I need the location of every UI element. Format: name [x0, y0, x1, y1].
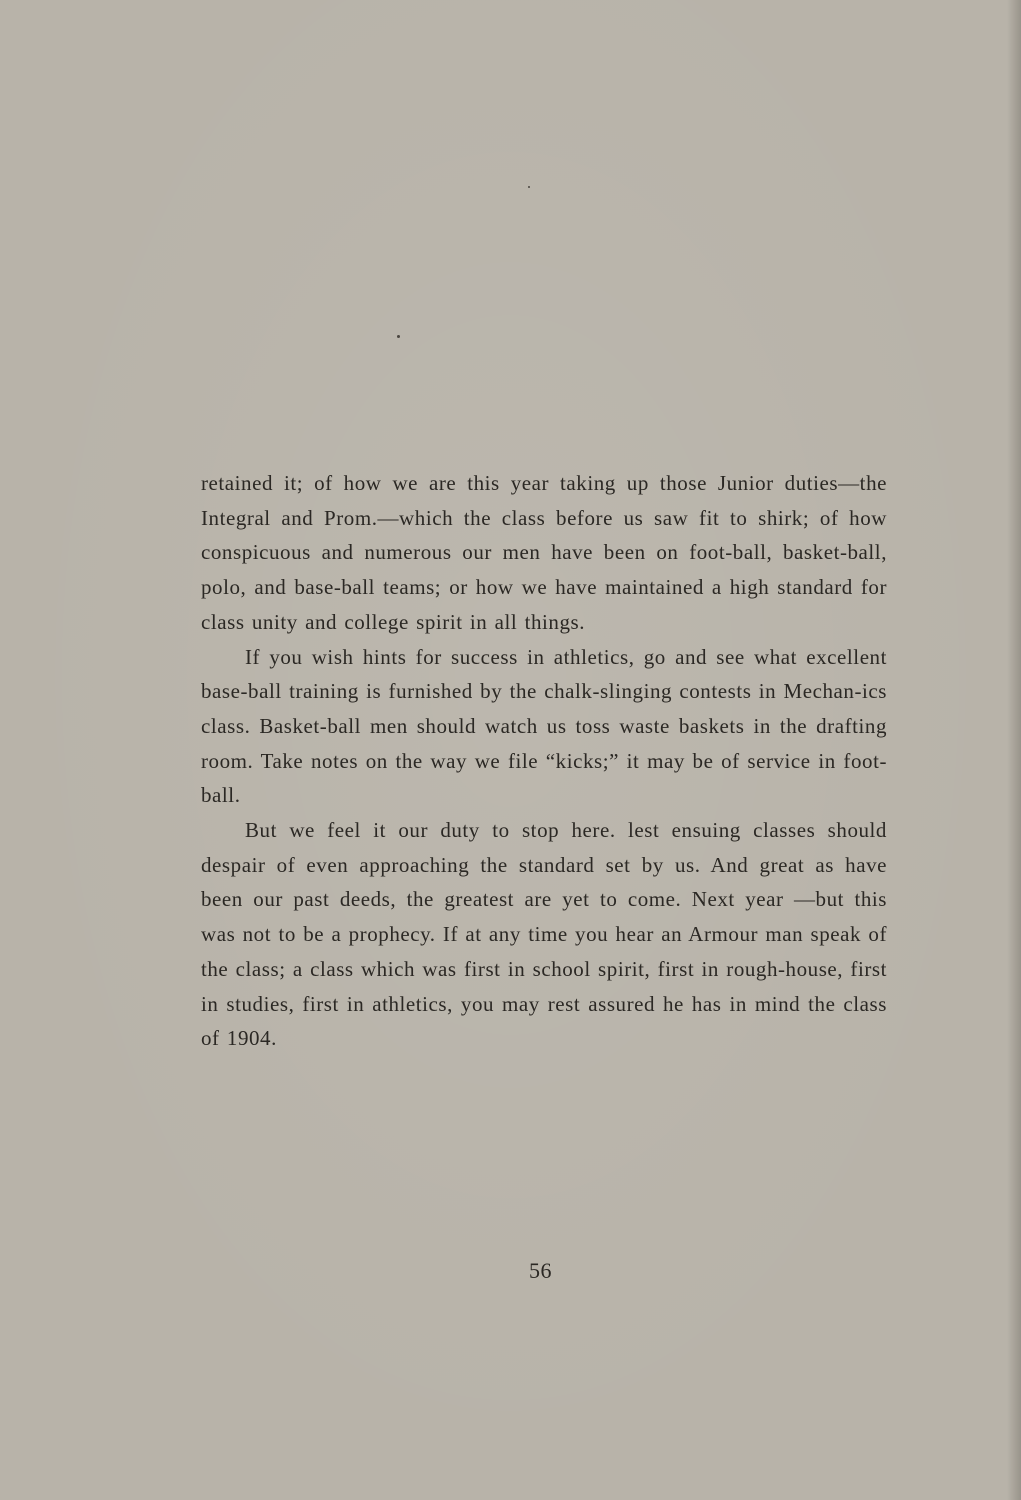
paragraph-athletics-hints: If you wish hints for success in athletics, go and see what excellent base-ball training is furnished by the chalk-slinging contests in Mechan-ics class. Basket-ball men should watch us toss waste baskets in the drafting room. Take notes on the way we file “kicks;” it may be of service in foot-ball.: [201, 644, 887, 808]
paragraph-continuation: retained it; of how we are this year taking up those Junior duties—the Integral and Prom.—which the class before us saw fit to shirk; of how conspicuous and numerous our men have been on foot-ball, basket-ball, polo, and base-ball teams; or how we have maintained a high standard for class unity and college spirit in all things.: [201, 471, 887, 634]
body-text: [201, 466, 887, 1056]
page-number: 56: [529, 1258, 552, 1283]
paper-speck: [397, 335, 400, 338]
paragraph-closing: But we feel it our duty to stop here. lest ensuing classes should despair of even approaching the standard set by us. And great as have been our past deeds, the greatest are yet to come. Next year —but this was not to be a prophecy. If at any time you hear an Armour man speak of the class; a class which was first in school spirit, first in rough-house, first in studies, first in athletics, you may rest assured he has in mind the class of 1904.: [201, 818, 887, 1051]
paper-speck: [528, 186, 530, 188]
